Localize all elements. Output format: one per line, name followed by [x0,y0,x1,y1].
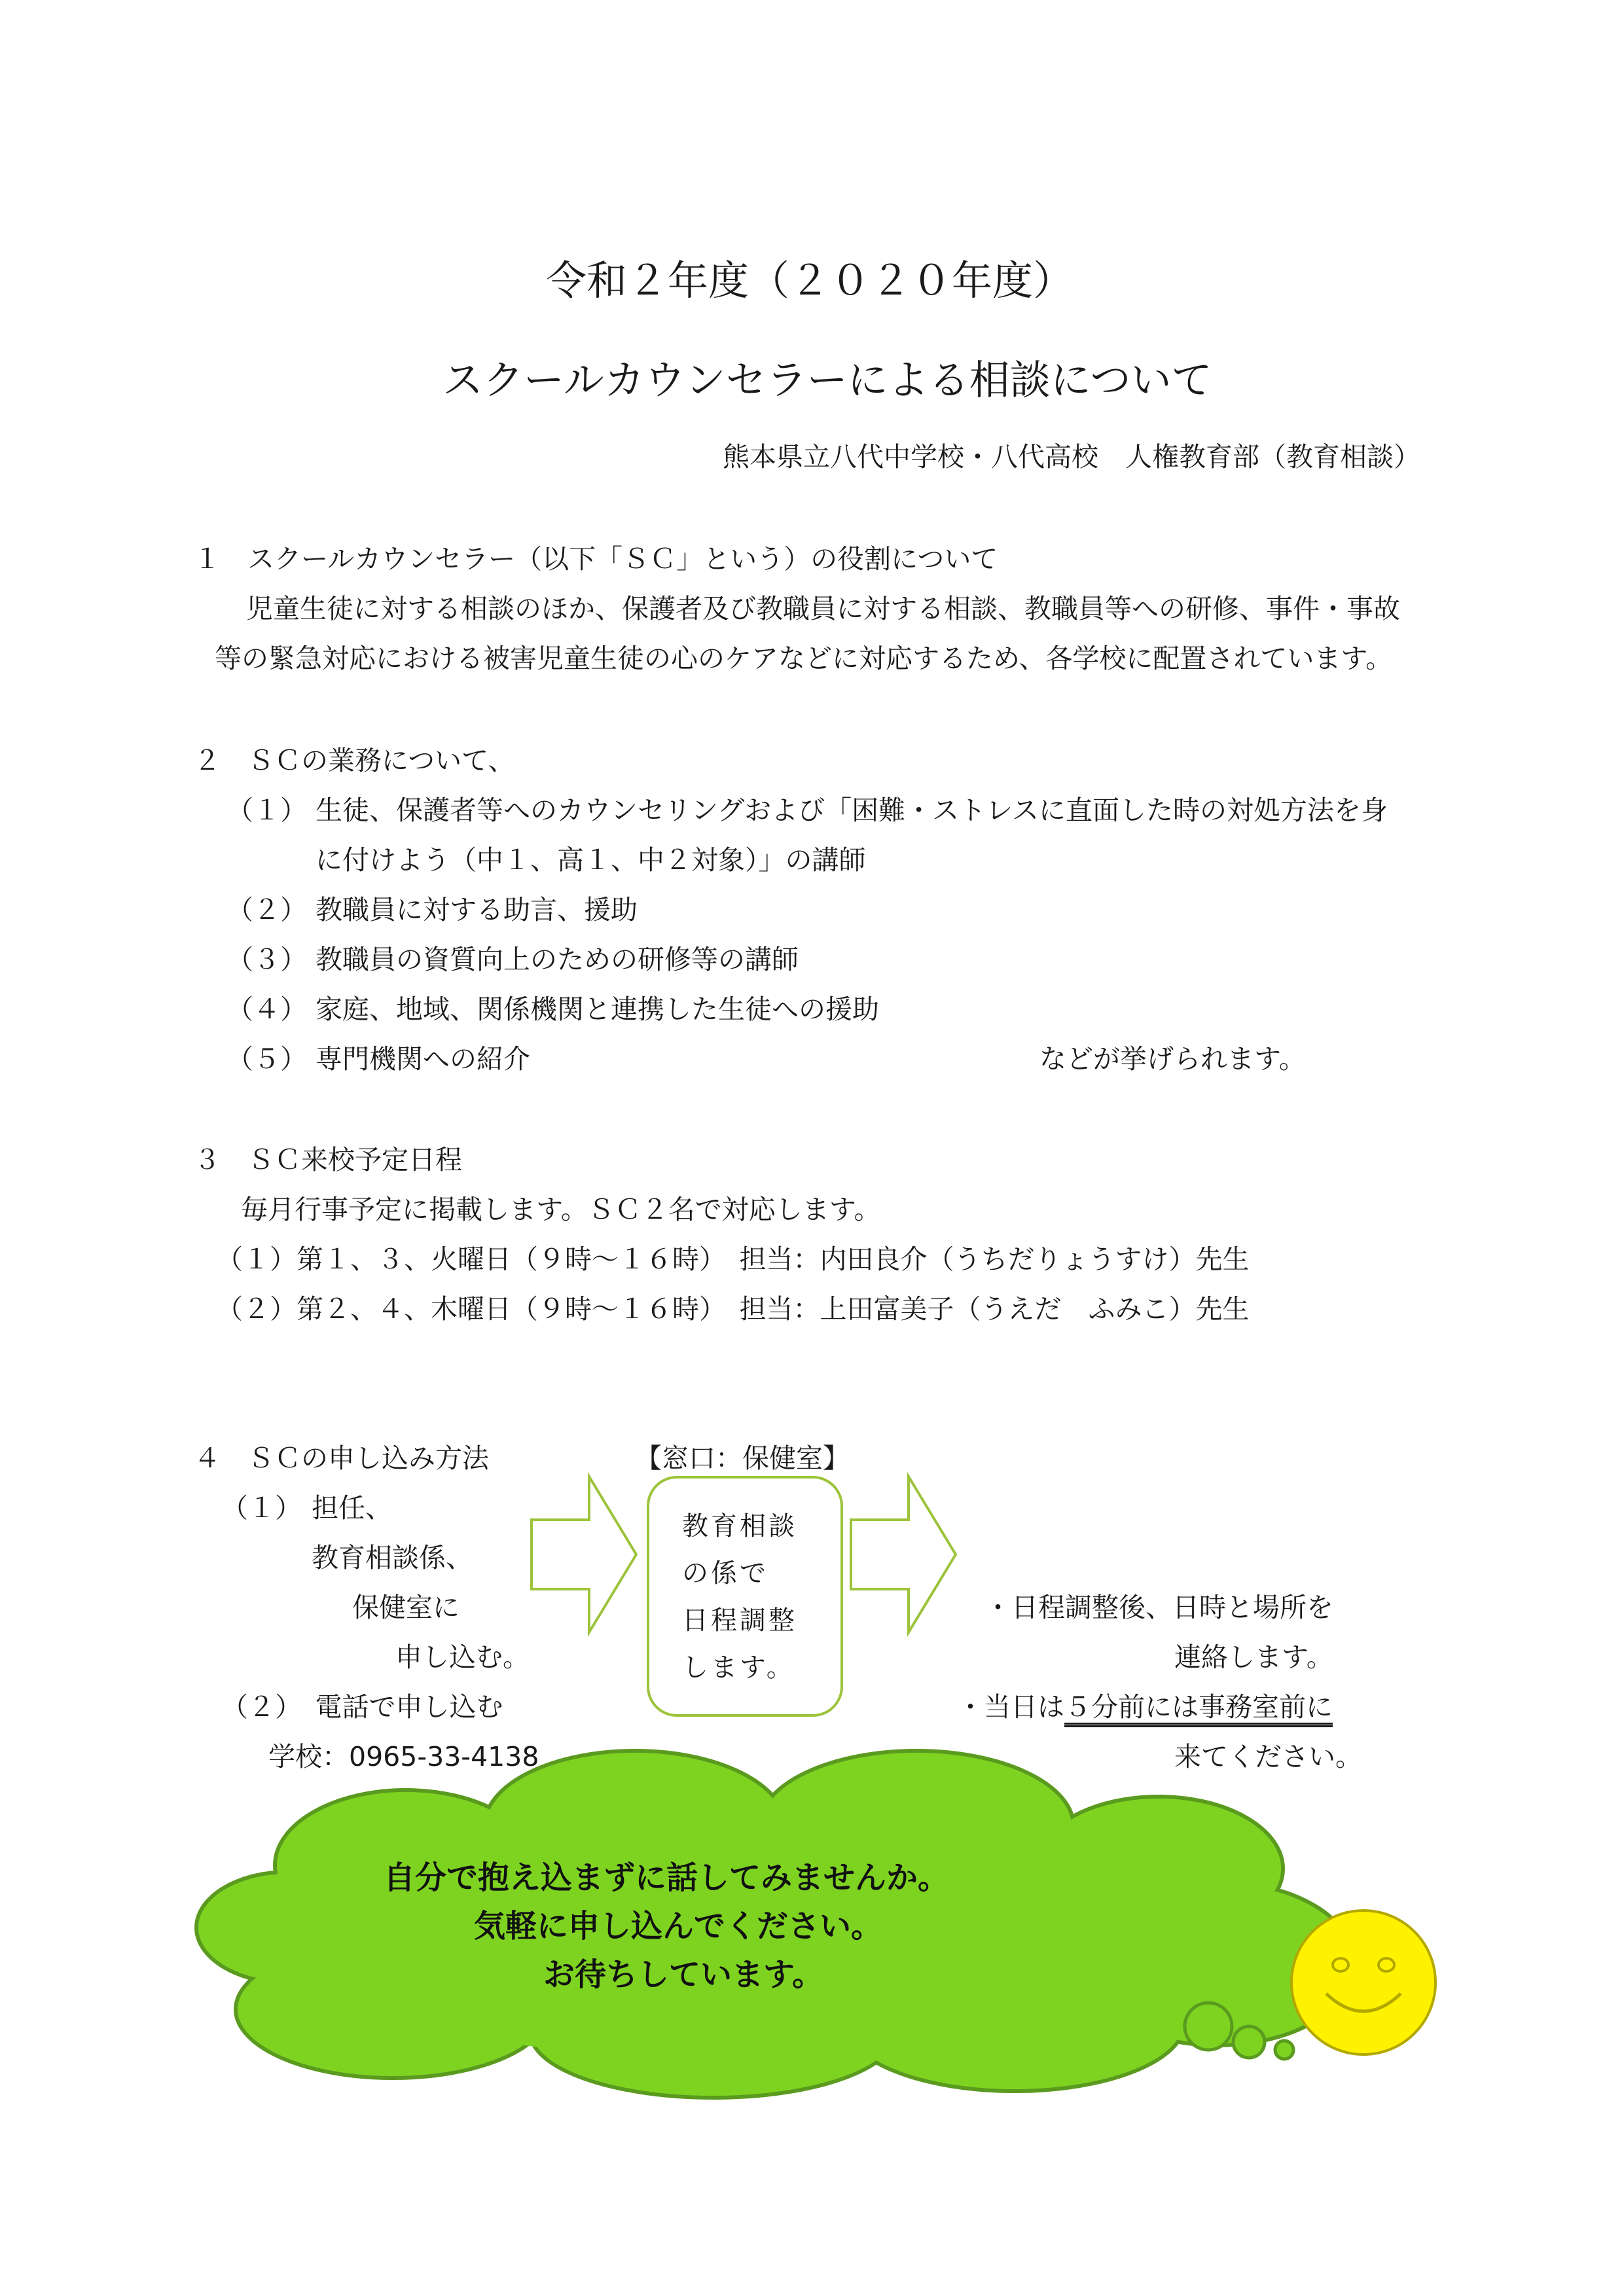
section1-heading: １ スクールカウンセラー（以下「ＳＣ」という）の役割について [194,543,998,575]
section1-body-line2: 等の緊急対応における被害児童生徒の心のケアなどに対応するため、各学校に配置されています。 [215,643,1393,674]
cloud-line-1: 自分で抱え込まずに話してみませんか。 [384,1859,950,1896]
result-line-2: 連絡します。 [1174,1641,1333,1673]
method1-line-1: 担任、 [312,1492,392,1524]
section3-intro: 毎月行事予定に掲載します。ＳＣ２名で対応します。 [241,1194,881,1225]
duty-2-text: 教職員に対する助言、援助 [316,894,638,925]
contact-label: 【窓口：保健室】 [635,1443,850,1474]
section3-heading: ３ ＳＣ来校予定日程 [194,1144,462,1175]
duty-1-cont: に付けよう（中１、高１、中２対象）」の講師 [316,844,866,876]
method1-line-4: 申し込む。 [395,1641,530,1673]
box-line-1: 教育相談 [682,1511,797,1541]
phone-number: 学校：0965-33-4138 [268,1741,539,1772]
section1-body-line1: 児童生徒に対する相談のほか、保護者及び教職員に対する相談、教職員等への研修、事件・事故 [246,593,1400,624]
duty-2-num: （２） [226,894,307,925]
duty-1-num: （１） [226,795,307,826]
duty-5-text: 専門機関への紹介 [316,1043,530,1075]
arrival-prefix: ・当日は [957,1691,1064,1723]
arrival-suffix: 来てください。 [1174,1741,1362,1772]
cloud-line-2: 気軽に申し込んでください。 [474,1908,883,1945]
smiley-face-icon [1288,1907,1439,2058]
issuer: 熊本県立八代中学校・八代高校 人権教育部（教育相談） [723,441,1420,473]
method1-num: （１） [221,1492,302,1524]
duty-4-text: 家庭、地域、関係機関と連携した生徒への援助 [316,994,879,1025]
page-subtitle: スクールカウンセラーによる相談について [442,356,1212,404]
box-line-4: します。 [682,1653,795,1683]
duty-1-text: 生徒、保護者等へのカウンセリングおよび「困難・ストレスに直面した時の対処方法を身 [316,795,1388,826]
section2-heading: ２ ＳＣの業務について、 [194,745,515,776]
duty-3-text: 教職員の資質向上のための研修等の講師 [316,944,799,975]
section4-heading: ４ ＳＣの申し込み方法 [194,1443,489,1474]
box-line-3: 日程調整 [682,1605,797,1636]
method1-line-3: 保健室に [352,1592,460,1623]
schedule-line-2: （２）第２、４、木曜日（９時～１６時） 担当：上田富美子（うえだ ふみこ）先生 [216,1293,1250,1325]
schedule-line-1: （１）第１、３、火曜日（９時～１６時） 担当：内田良介（うちだりょうすけ）先生 [216,1244,1250,1275]
duty-4-num: （４） [226,994,307,1025]
page-title: 令和２年度（２０２０年度） [546,257,1074,304]
arrival-underlined: ５分前には事務室前に [1064,1691,1333,1723]
result-line-1: ・日程調整後、日時と場所を [984,1592,1333,1623]
box-line-2: の係で [682,1558,768,1588]
duty-5-num: （５） [226,1043,307,1075]
section2-closing: などが挙げられます。 [1039,1043,1306,1075]
cloud-line-3: お待ちしています。 [543,1956,824,1993]
method2: （２） 電話で申し込む [221,1691,503,1723]
duty-3-num: （３） [226,944,307,975]
method1-line-2: 教育相談係、 [312,1542,473,1573]
